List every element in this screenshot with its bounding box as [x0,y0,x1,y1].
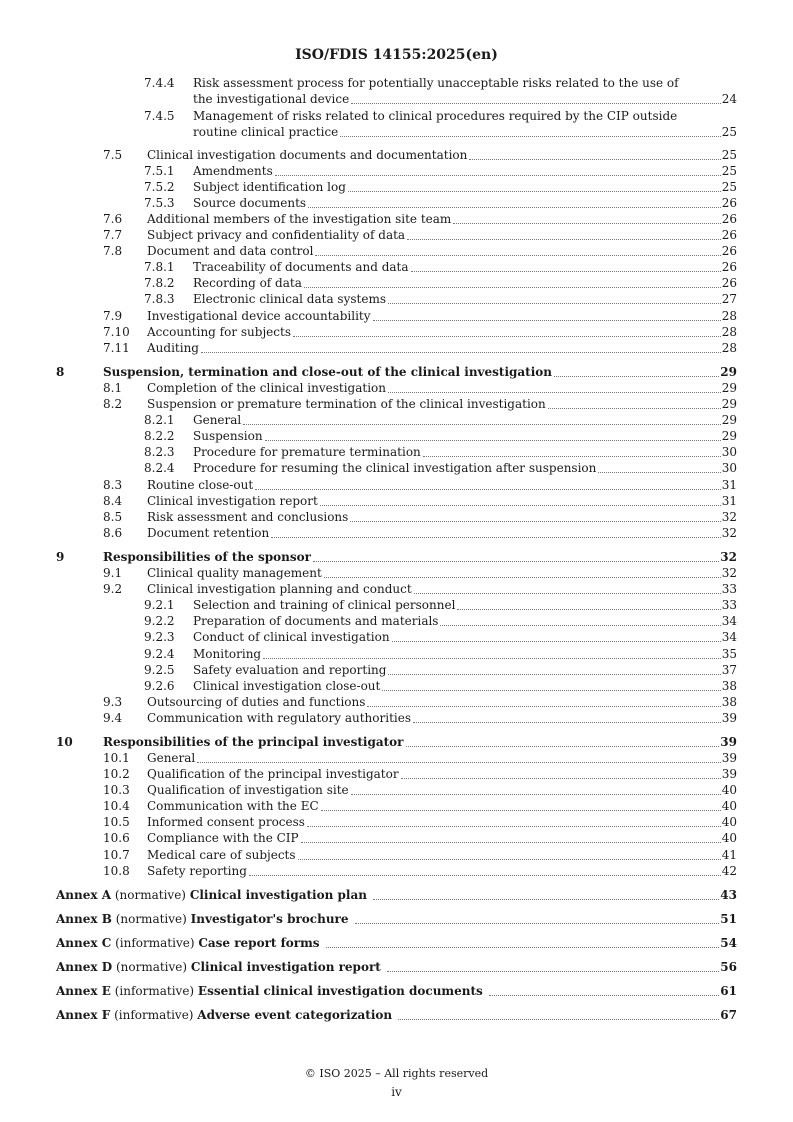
toc-entry-title: Completion of the clinical investigation [147,381,386,395]
toc-entry[interactable] [0,460,793,476]
annex-page: 51 [720,912,737,926]
toc-entry-number: 10.4 [103,799,130,813]
toc-entry-title: Risk assessment process for potentially unacceptable risks related to the use of [193,76,679,90]
toc-entry-title: Procedure for resuming the clinical investigation after suspension [193,461,597,475]
annex-entry[interactable] [0,983,793,999]
toc-entry-title: Risk assessment and conclusions [147,510,349,524]
toc-entry[interactable] [0,734,793,750]
toc-entry[interactable] [0,147,793,163]
toc-entry-number: 10.5 [103,815,130,829]
toc-entry-number: 7.5.1 [144,164,175,178]
toc-entry-title: Source documents [193,196,307,210]
toc-entry[interactable] [0,613,793,629]
dot-leader [388,674,720,675]
dot-leader [398,1019,719,1020]
dot-leader [598,472,720,473]
annex-kind: (normative) [112,960,191,974]
toc-entry-page: 32 [721,526,737,540]
dot-leader [320,505,721,506]
toc-entry-title: Procedure for premature termination [193,445,421,459]
document-header: ISO/FDIS 14155:2025(en) [295,47,498,63]
toc-entry-page: 29 [721,413,737,427]
toc-entry-page: 30 [721,461,737,475]
toc-entry-number: 9.2.1 [144,598,175,612]
dot-leader [308,207,721,208]
toc-entry[interactable] [0,830,793,846]
toc-entry-number: 8.1 [103,381,123,395]
dot-leader [324,577,721,578]
toc-entry-page: 32 [720,550,737,564]
toc-entry-title: Clinical investigation planning and conduct [147,582,412,596]
toc-entry-page: 24 [721,92,737,106]
toc-entry-page: 40 [721,799,737,813]
dot-leader [407,239,721,240]
toc-entry-title: Preparation of documents and materials [193,614,439,628]
toc-entry-number: 7.7 [103,228,123,242]
toc-entry-number: 7.8.1 [144,260,175,274]
toc-entry[interactable] [0,863,793,879]
toc-entry-page: 26 [721,276,737,290]
dot-leader [355,923,720,924]
toc-entry-title: Outsourcing of duties and functions [147,695,366,709]
toc-entry[interactable] [0,525,793,541]
toc-entry[interactable] [0,662,793,678]
toc-entry-title: Clinical investigation report [147,494,318,508]
dot-leader [373,899,719,900]
dot-leader [301,842,721,843]
toc-entry[interactable] [0,694,793,710]
annex-kind: (informative) [110,1008,198,1022]
annex-title: Adverse event categorization [197,1008,393,1022]
toc-entry-number: 7.4.5 [144,109,175,123]
annex-page: 67 [720,1008,737,1022]
toc-entry-title: Accounting for subjects [147,325,291,339]
dot-leader [350,521,720,522]
dot-leader [307,826,721,827]
dot-leader [457,609,720,610]
annex-kind: (informative) [110,984,198,998]
toc-entry-number: 9.3 [103,695,123,709]
toc-entry[interactable] [0,163,793,179]
toc-entry[interactable] [0,340,793,356]
dot-leader [315,255,720,256]
toc-entry-number: 7.8.2 [144,276,175,290]
toc-entry-page: 25 [721,180,737,194]
toc-entry-number: 7.5.3 [144,196,175,210]
toc-entry[interactable] [0,396,793,412]
dot-leader [401,778,721,779]
toc-entry-title-continued: routine clinical practice [193,125,339,139]
dot-leader [340,136,720,137]
toc-entry-page: 32 [721,566,737,580]
toc-entry[interactable] [0,275,793,291]
dot-leader [387,971,719,972]
toc-entry-page: 38 [721,679,737,693]
annex-entry[interactable] [0,959,793,975]
toc-entry-title: Qualification of the principal investigator [147,767,399,781]
dot-leader [373,320,721,321]
toc-entry[interactable] [0,380,793,396]
dot-leader [271,537,720,538]
toc-entry[interactable] [0,597,793,613]
dot-leader [201,352,721,353]
toc-entry-title: Auditing [147,341,199,355]
toc-entry-page: 40 [721,815,737,829]
toc-entry-page: 28 [721,309,737,323]
toc-entry-number: 7.5.2 [144,180,175,194]
annex-label: Annex F [56,1008,111,1022]
annex-entry[interactable] [0,1007,793,1023]
toc-entry-page: 39 [721,751,737,765]
toc-entry-title: Safety reporting [147,864,247,878]
dot-leader [263,658,721,659]
toc-entry-number: 8.3 [103,478,123,492]
toc-entry-page: 26 [721,260,737,274]
toc-entry-page: 29 [721,381,737,395]
toc-entry-title: Communication with the EC [147,799,319,813]
dot-leader [423,456,721,457]
toc-entry[interactable] [0,549,793,565]
toc-entry-title: Traceability of documents and data [193,260,409,274]
dot-leader [321,810,721,811]
toc-entry[interactable] [0,412,793,428]
toc-entry-page: 37 [721,663,737,677]
toc-entry-title: Communication with regulatory authorities [147,711,412,725]
toc-entry-number: 7.6 [103,212,123,226]
toc-entry[interactable] [0,324,793,340]
toc-entry-title: Electronic clinical data systems [193,292,386,306]
toc-entry[interactable] [0,211,793,227]
toc-entry-title: Selection and training of clinical personnel [193,598,456,612]
dot-leader [255,489,721,490]
annex-label: Annex D [56,960,113,974]
toc-entry-number: 9.2 [103,582,123,596]
toc-entry-title: Safety evaluation and reporting [193,663,387,677]
toc-entry-number: 8 [56,365,65,379]
annex-page: 56 [720,960,737,974]
toc-entry-page: 39 [721,767,737,781]
toc-entry-page: 34 [721,630,737,644]
annex-entry[interactable] [0,935,793,951]
annex-label: Annex C [56,936,112,950]
toc-entry-page: 26 [721,228,737,242]
dot-leader [382,690,720,691]
dot-leader [304,287,721,288]
toc-entry-number: 7.8.3 [144,292,175,306]
dot-leader [367,706,720,707]
toc-entry[interactable] [0,750,793,766]
annex-kind: (normative) [111,888,190,902]
dot-leader [392,641,721,642]
toc-entry-number: 10.3 [103,783,130,797]
toc-entry-title: Subject privacy and confidentiality of data [147,228,406,242]
toc-entry-page: 27 [721,292,737,306]
toc-entry-number: 7.10 [103,325,130,339]
page-number: iv [391,1085,402,1099]
toc-entry-page: 35 [721,647,737,661]
toc-entry-page: 26 [721,196,737,210]
toc-entry[interactable] [0,291,793,307]
toc-entry-page: 33 [721,582,737,596]
annex-label: Annex A [56,888,112,902]
dot-leader [313,561,719,562]
annex-entry[interactable] [0,887,793,903]
toc-entry-title: Clinical investigation close-out [193,679,381,693]
toc-entry-page: 29 [721,397,737,411]
annex-kind: (normative) [111,912,191,926]
toc-entry-title: General [147,751,196,765]
dot-leader [351,794,721,795]
toc-entry-page: 40 [721,783,737,797]
toc-entry-number: 9.4 [103,711,123,725]
toc-entry-title: Suspension or premature termination of the clinical investigation [147,397,546,411]
toc-entry-title: Qualification of investigation site [147,783,349,797]
toc-entry[interactable] [0,227,793,243]
toc-entry[interactable] [0,629,793,645]
dot-leader [411,271,721,272]
toc-entry-continuation[interactable] [0,124,793,140]
toc-entry-number: 10.6 [103,831,130,845]
toc-entry-title: Additional members of the investigation site team [147,212,452,226]
toc-entry[interactable] [0,565,793,581]
toc-entry[interactable] [0,782,793,798]
annex-page: 43 [720,888,737,902]
toc-entry-number: 10.2 [103,767,130,781]
toc-entry-number: 7.8 [103,244,123,258]
dot-leader [197,762,720,763]
toc-entry-title: Subject identification log [193,180,346,194]
toc-entry-title: Recording of data [193,276,302,290]
dot-leader [275,175,721,176]
dot-leader [243,424,720,425]
dot-leader [249,875,721,876]
toc-entry-title: General [193,413,242,427]
dot-leader [489,995,719,996]
toc-entry-page: 42 [721,864,737,878]
dot-leader [388,392,721,393]
toc-entry-number: 7.11 [103,341,130,355]
dot-leader [326,947,720,948]
toc-entry[interactable] [0,710,793,726]
annex-kind: (informative) [111,936,199,950]
toc-entry-title: Routine close-out [147,478,254,492]
annex-page: 54 [720,936,737,950]
annex-title: Case report forms [198,936,320,950]
toc-entry-page: 41 [721,848,737,862]
toc-entry[interactable] [0,108,793,124]
dot-leader [298,859,721,860]
toc-entry-number: 10.8 [103,864,130,878]
toc-entry[interactable] [0,308,793,324]
toc-entry[interactable] [0,75,793,91]
toc-entry-number: 8.6 [103,526,123,540]
toc-entry-page: 25 [721,164,737,178]
toc-entry-title: Investigational device accountability [147,309,371,323]
annex-title: Clinical investigation plan [189,888,367,902]
toc-entry-page: 38 [721,695,737,709]
toc-entry-number: 10.1 [103,751,130,765]
toc-entry[interactable] [0,678,793,694]
toc-entry[interactable] [0,493,793,509]
toc-entry-title: Responsibilities of the sponsor [103,550,311,564]
toc-entry-page: 25 [721,148,737,162]
toc-entry-number: 9 [56,550,65,564]
dot-leader [413,722,721,723]
toc-entry-number: 8.4 [103,494,123,508]
toc-entry-page: 28 [721,341,737,355]
toc-entry[interactable] [0,798,793,814]
toc-entry[interactable] [0,814,793,830]
toc-entry-page: 25 [721,125,737,139]
dot-leader [440,625,720,626]
toc-entry-page: 26 [721,244,737,258]
toc-entry-number: 10.7 [103,848,130,862]
toc-entry-page: 34 [721,614,737,628]
toc-entry-title: Monitoring [193,647,262,661]
dot-leader [351,103,721,104]
toc-entry[interactable] [0,364,793,380]
toc-entry-title: Compliance with the CIP [147,831,299,845]
dot-leader [453,223,720,224]
dot-leader [548,408,721,409]
dot-leader [265,440,721,441]
toc-entry-title: Document retention [147,526,270,540]
toc-entry-title: Amendments [193,164,273,178]
toc-entry-number: 8.2 [103,397,123,411]
toc-entry-page: 31 [721,494,737,508]
toc-entry-title: Responsibilities of the principal investigator [103,735,404,749]
toc-entry[interactable] [0,179,793,195]
toc-entry-title: Clinical investigation documents and documentation [147,148,468,162]
copyright-footer: © ISO 2025 – All rights reserved [304,1067,489,1080]
toc-entry-page: 29 [720,365,737,379]
toc-entry-number: 8.5 [103,510,123,524]
annex-entry[interactable] [0,911,793,927]
toc-entry-number: 7.9 [103,309,123,323]
dot-leader [414,593,721,594]
toc-entry-page: 33 [721,598,737,612]
annex-title: Essential clinical investigation documents [197,984,483,998]
toc-entry-number: 7.4.4 [144,76,175,90]
toc-entry[interactable] [0,428,793,444]
toc-entry-title: Conduct of clinical investigation [193,630,390,644]
toc-entry[interactable] [0,444,793,460]
toc-entry-continuation[interactable] [0,91,793,107]
toc-entry-page: 31 [721,478,737,492]
toc-entry-page: 26 [721,212,737,226]
toc-entry-title: Clinical quality management [147,566,322,580]
toc-entry[interactable] [0,847,793,863]
toc-entry-page: 32 [721,510,737,524]
toc-entry-number: 9.2.2 [144,614,175,628]
toc-entry-page: 39 [720,735,737,749]
toc-entry[interactable] [0,243,793,259]
toc-entry[interactable] [0,259,793,275]
toc-entry-number: 7.5 [103,148,123,162]
toc-entry-title: Medical care of subjects [147,848,296,862]
annex-page: 61 [720,984,737,998]
toc-entry-title: Management of risks related to clinical procedures required by the CIP outside [193,109,678,123]
annex-title: Clinical investigation report [190,960,381,974]
toc-entry-title: Document and data control [147,244,314,258]
toc-entry[interactable] [0,477,793,493]
toc-entry-page: 40 [721,831,737,845]
toc-entry-page: 28 [721,325,737,339]
toc-entry-page: 29 [721,429,737,443]
toc-entry[interactable] [0,195,793,211]
toc-entry[interactable] [0,766,793,782]
toc-entry-number: 9.2.4 [144,647,175,661]
toc-entry-number: 9.2.5 [144,663,175,677]
dot-leader [388,303,721,304]
dot-leader [293,336,721,337]
annex-label: Annex E [56,984,111,998]
toc-entry[interactable] [0,646,793,662]
toc-entry-number: 8.2.4 [144,461,175,475]
toc-entry-number: 8.2.3 [144,445,175,459]
dot-leader [469,159,720,160]
toc-entry-title: Suspension, termination and close-out of the clinical investigation [103,365,553,379]
toc-entry-number: 9.2.6 [144,679,175,693]
toc-entry-title: Informed consent process [147,815,305,829]
toc-entry-number: 10 [56,735,73,749]
toc-entry[interactable] [0,509,793,525]
annex-label: Annex B [56,912,112,926]
toc-entry-page: 39 [721,711,737,725]
dot-leader [406,746,720,747]
annex-title: Investigator's brochure [190,912,349,926]
toc-entry-number: 9.2.3 [144,630,175,644]
dot-leader [348,191,721,192]
toc-entry-title-continued: the investigational device [193,92,350,106]
toc-entry[interactable] [0,581,793,597]
toc-entry-title: Suspension [193,429,263,443]
toc-entry-number: 9.1 [103,566,123,580]
toc-entry-page: 30 [721,445,737,459]
dot-leader [554,376,719,377]
toc-entry-number: 8.2.1 [144,413,175,427]
toc-entry-number: 8.2.2 [144,429,175,443]
